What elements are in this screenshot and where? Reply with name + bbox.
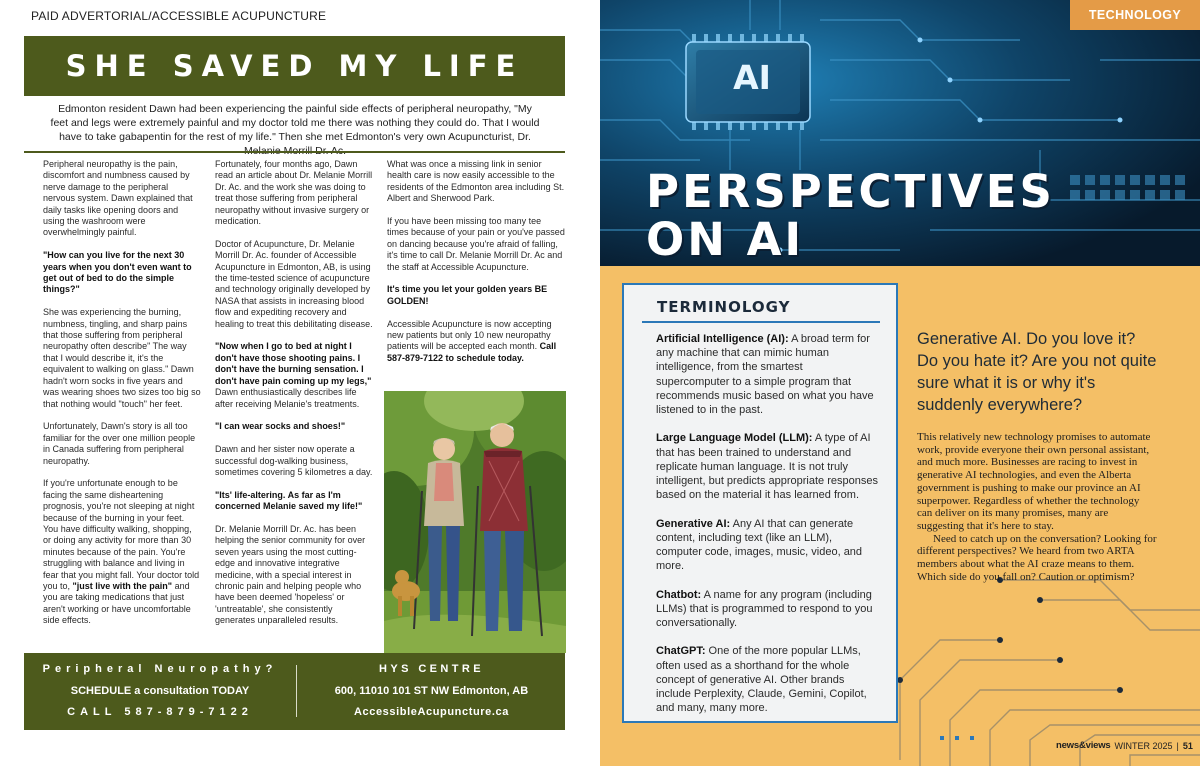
paragraph: Dawn and her sister now operate a successful dog-walking business, sometimes covering 5 kilometres a day. <box>215 444 373 477</box>
term-entry: Chatbot: A name for any program (including LLMs) that is programmed to respond to you conversationally. <box>656 588 873 630</box>
paragraph: What was once a missing link in senior health care is now easily accessible to the residents of the Edmonton area including St. Albert and Sherwood Park. <box>387 159 565 204</box>
footer-address: 600, 11010 101 ST NW Edmonton, AB <box>334 685 529 697</box>
feature-title-line-2: ON AI <box>646 213 805 266</box>
magazine-brand: news&views <box>1056 740 1111 751</box>
article-column-2 <box>215 159 375 638</box>
paragraph: Accessible Acupuncture is now accepting new patients but only 10 new neuropathy patients will be accepted each month. Call 587-879-7122 to schedule today. <box>387 318 557 363</box>
pull-quote: "Now when I go to bed at night I don't have those shooting pains. I don't have the burning sensation. I don't have pain coming up my legs," Dawn enthusiastically describes life after receiving Melanie's treatments. <box>215 341 372 409</box>
pull-quote: It's time you let your golden years BE GOLDEN! <box>387 284 548 306</box>
paragraph: If you have been missing too many tee times because of your pain or you've passed on dancing because you're afraid of falling, it's time to call Dr. Melanie Morrill Dr. Ac and the staff at Accessible Acupuncture. <box>387 216 565 272</box>
footer-divider <box>296 665 297 717</box>
paragraph: Fortunately, four months ago, Dawn read an article about Dr. Melanie Morrill Dr. Ac. and the work she was doing to treat those suffering from peripheral neuropathy without invasive surgery or medication. <box>215 159 373 227</box>
term-entry: Large Language Model (LLM): A type of AI that has been trained to understand and replicate human language. It is not truly intelligent, but predicts appropriate responses based on the material it has learned from. <box>656 432 878 502</box>
advertorial-label: PAID ADVERTORIAL/ACCESSIBLE ACUPUNCTURE <box>31 9 327 23</box>
paragraph: If you're unfortunate enough to be facing the same disheartening prognosis, you're not sleeping at night because of the burning in your feet. You have difficulty walking, shopping, or doing any activity for more than 30 minutes because of the pain. You're struggling with balance and living in fear that you might fall. Your doctor told you to, "just live with the pain" and you are taking medications that just aren't working or have uncomfortable side effects. <box>43 478 200 626</box>
paragraph: She was experiencing the burning, numbness, tingling, and sharp pains that those suffering from peripheral neuropathy often describe" The way that I would describe it, it's the equivalent to walking on glass." Dawn hadn't worn socks in five years and was wearing shoes two sizes too big so that nothing would "touch" her feet. <box>43 307 201 409</box>
term-entry: ChatGPT: One of the more popular LLMs, often used as a shorthand for the whole concept of generative AI. Other brands include Perplexity, Claude, Gemini, Copilot, and many, many more. <box>656 645 867 715</box>
footer-separator: | <box>1176 740 1179 751</box>
pull-quote: "How can you live for the next 30 years when you don't even want to get out of bed to do the simple things?" <box>43 250 192 295</box>
section-tab: TECHNOLOGY <box>1070 0 1200 30</box>
terminology-underline <box>642 321 880 323</box>
paragraph: This relatively new technology promises to automate work, provide everyone their own personal assistant, and much more. Businesses are racing to invest in generative AI technologies, and even the Alberta government is pushing to make our province an AI superpower. Regardless of whether the technology can deliver on its many promises, many are suggesting that it's here to stay. <box>917 431 1151 532</box>
terminology-sidebar <box>622 283 898 723</box>
page-number: 51 <box>1182 740 1193 751</box>
issue-label: WINTER 2025 <box>1114 740 1173 751</box>
terminology-title: TERMINOLOGY <box>657 298 791 316</box>
article-column-1 <box>43 159 201 638</box>
headline-banner <box>24 36 565 96</box>
footer-tagline: Peripheral Neuropathy? <box>42 663 278 675</box>
lead-question: Generative AI. Do you love it? Do you hate it? Are you not quite sure what it is or why it's suddenly everywhere? <box>917 330 1157 414</box>
footer-website-link[interactable]: AccessibleAcupuncture.ca <box>353 706 509 718</box>
paragraph: Unfortunately, Dawn's story is all too familiar for the over one million people in Canada suffering from peripheral neuropathy. <box>43 421 196 466</box>
ai-chip-label: AI <box>733 58 771 97</box>
decorative-circuit-lines <box>880 560 1200 766</box>
paragraph: Doctor of Acupuncture, Dr. Melanie Morrill Dr. Ac. founder of Accessible Acupuncture in Edmonton, AB, is using the time-tested science of acupuncture and technology originally developed by NASA that assists in increasing blood flow and expediting recovery and healing to treat this debilitating disease. <box>215 238 373 329</box>
intro-paragraph: Edmonton resident Dawn had been experiencing the painful side effects of peripheral neuropathy, "My feet and legs were extremely painful and my doctor told me there was nothing they could do. That I would have to take gabapentin for the rest of my life." Then she met Edmonton's very own Acupuncturist, Dr. <box>50 103 540 143</box>
article-body <box>917 431 1157 583</box>
paragraph: Peripheral neuropathy is the pain, discomfort and numbness caused by nerve damage to the peripheral nervous system. Dawn explained that daily tasks like opening doors and using the washroom were overwhelmingly painful. <box>43 159 193 238</box>
paragraph: Dr. Melanie Morrill Dr. Ac. has been helping the senior community for over seven years using the most cutting-edge and innovative integrative medicine, with a special interest in chronic pain and helping people who have been deemed 'hopeless' or 'untreatable', she consistently generates unparalleled results. <box>215 523 366 626</box>
feature-title-line-1: PERSPECTIVES <box>646 165 1055 218</box>
feature-title <box>646 165 1166 266</box>
magazine-page <box>600 0 1200 766</box>
article-column-3 <box>387 159 565 376</box>
paragraph: Need to catch up on the conversation? Looking for different perspectives? We heard from two ARTA members about what the AI craze means to them. Which side do you fall on? Caution or optimism? <box>917 532 1157 583</box>
term-entry: Artificial Intelligence (AI): A broad term for any machine that can mimic human intelligence, from the smartest supercomputer to a simple program that recommends music based on what you have listened to in the past. <box>656 333 874 417</box>
page-footer <box>1056 740 1196 751</box>
seniors-hiking-photo <box>384 391 566 653</box>
terminology-list <box>656 332 878 730</box>
footer-schedule: SCHEDULE a consultation TODAY <box>70 685 250 697</box>
footer-phone[interactable]: CALL 587-879-7122 <box>67 706 253 718</box>
pull-quote: "I can wear socks and shoes!" <box>215 421 346 432</box>
term-entry: Generative AI: Any AI that can generate content, including text (like an LLM), computer code, images, music, video, and more. <box>656 517 863 573</box>
headline: SHE SAVED MY LIFE <box>65 49 524 83</box>
pull-quote: "Its' life-altering. As far as I'm concerned Melanie saved my life!" <box>215 489 363 512</box>
intro-divider <box>24 151 565 153</box>
hero-image <box>600 0 1200 266</box>
contact-footer <box>24 653 565 730</box>
footer-clinic-name: HYS CENTRE <box>379 663 484 675</box>
photo-illustration <box>384 391 566 653</box>
